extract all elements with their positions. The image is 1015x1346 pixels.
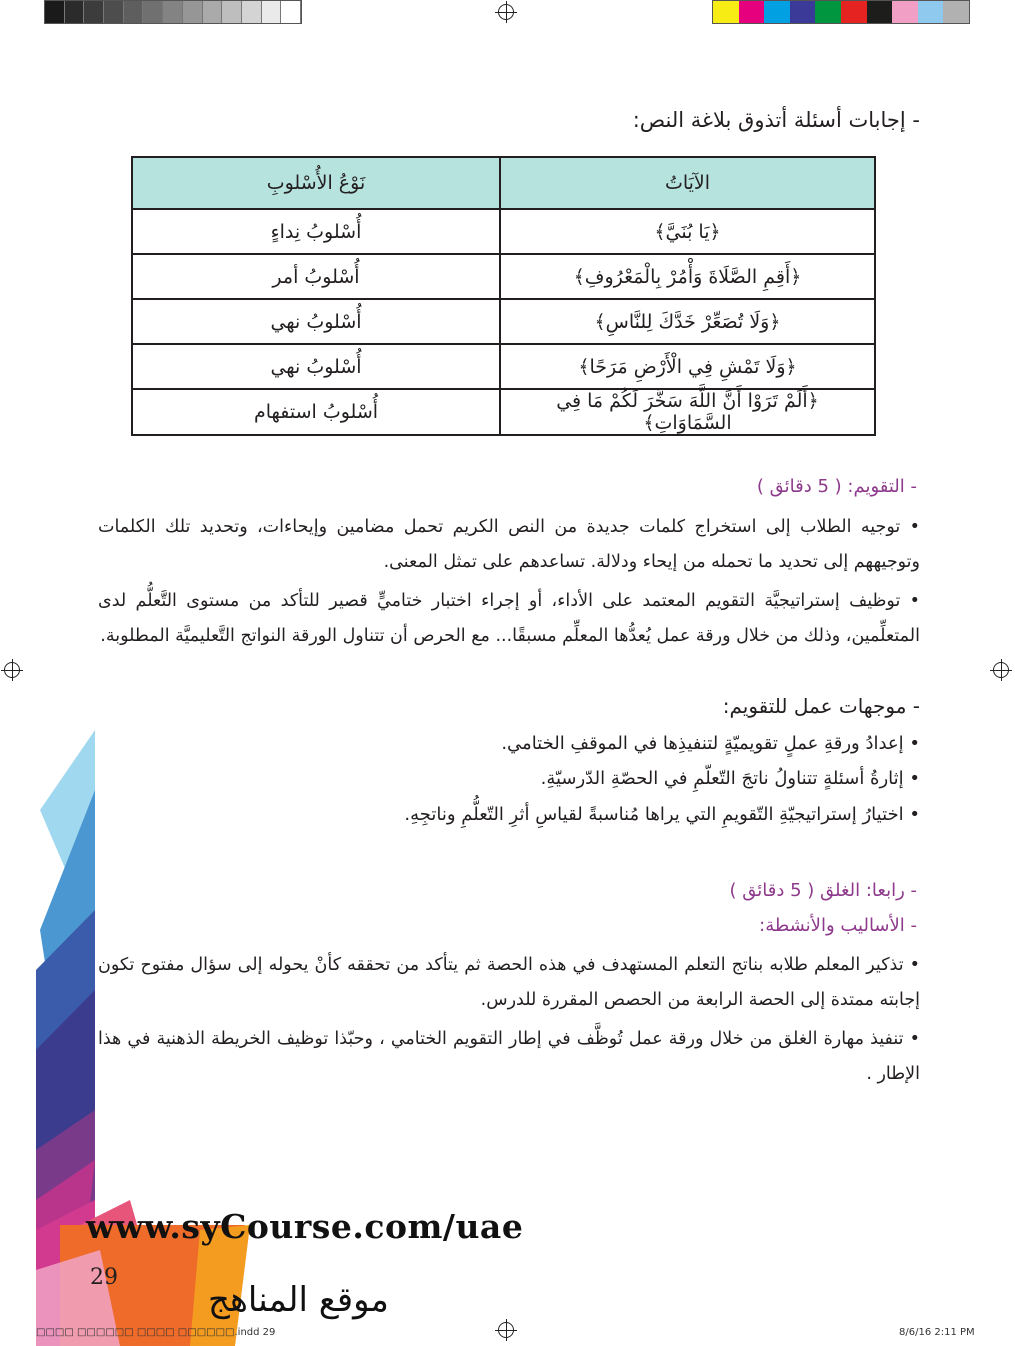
answers-title: - إجابات أسئلة أتذوق بلاغة النص:	[632, 108, 920, 132]
guidelines-heading: - موجهات عمل للتقويم:	[722, 694, 920, 718]
color-swatch	[764, 1, 790, 23]
color-swatch	[867, 1, 893, 23]
guideline-item: • اختيارُ إستراتيجيّةِ التّقويمِ التي يراها مُناسبةً لقياسِ أثرِ التّعلُّمِ وناتجِهِ.	[404, 804, 920, 825]
gray-swatch	[203, 1, 223, 23]
closure-subheading: - الأساليب والأنشطة:	[759, 915, 917, 936]
header-style: نَوْعُ الأُسْلوبِ	[132, 157, 500, 209]
table-header-row	[132, 157, 875, 209]
color-bar	[712, 0, 970, 24]
color-swatch	[790, 1, 816, 23]
color-swatch	[713, 1, 739, 23]
table-row	[132, 389, 875, 435]
gray-swatch	[124, 1, 144, 23]
verse-cell: ﴿وَلَا تَمْشِ فِي الْأَرْضِ مَرَحًا﴾	[500, 344, 875, 389]
closure-paragraph-2: • تنفيذ مهارة الغلق من خلال ورقة عمل تُوظَّف في إطار التقويم الختامي ، وحبّذا توظيف الخريطة الذهنية في هذا الإطار .	[98, 1029, 920, 1084]
evaluation-paragraph-1: • توجيه الطلاب إلى استخراج كلمات جديدة من النص الكريم تحمل مضامين وإيحاءات، وتحديد تلك الكلمات وتوجيههم إلى تحديد ما تحمله من إيحاء ودلالة. تساعدهم على تمثل المعنى.	[98, 517, 920, 572]
guideline-item: • إثارةُ أسئلةٍ تتناولُ ناتجَ التّعلّمِ في الحصّةِ الدّرسيّةِ.	[540, 768, 920, 789]
print-date: 8/6/16 2:11 PM	[899, 1327, 975, 1338]
verse-cell: ﴿يَا بُنَيَّ﴾	[500, 209, 875, 254]
header-verses: الآيَاتُ	[500, 157, 875, 209]
site-url: www.syCourse.com/uae	[86, 1207, 524, 1246]
style-cell: أُسْلوبُ استفهام	[132, 389, 500, 435]
color-swatch	[841, 1, 867, 23]
guideline-item: • إعدادُ ورقةِ عملٍ تقويميّةٍ لتنفيذِها في الموقفِ الختامي.	[501, 733, 920, 754]
gray-swatch	[242, 1, 262, 23]
closure-paragraph-1: • تذكير المعلم طلابه بناتج التعلم المستهدف في هذه الحصة ثم يتأكد من تحققه كأنْ يحوله إلى سؤال مفتوح تكون إجابته ممتدة إلى الحصة الرابعة من الحصص المقررة للدرس.	[98, 955, 920, 1010]
style-cell: أُسْلوبُ نهي	[132, 299, 500, 344]
verse-cell: ﴿وَلَا تُصَعِّرْ خَدَّكَ لِلنَّاسِ﴾	[500, 299, 875, 344]
color-swatch	[892, 1, 918, 23]
style-cell: أُسْلوبُ نِداءٍ	[132, 209, 500, 254]
registration-mark-left	[4, 662, 20, 678]
style-cell: أُسْلوبُ أمر	[132, 254, 500, 299]
verse-cell: ﴿أَلَمْ تَرَوْا أَنَّ اللَّهَ سَخَّرَ لَكُمْ مَا فِي السَّمَاوَاتِ﴾	[500, 389, 875, 435]
registration-mark-bottom	[498, 1322, 514, 1338]
color-swatch	[739, 1, 765, 23]
gray-swatch	[262, 1, 282, 23]
registration-mark-top	[498, 4, 514, 20]
table-row	[132, 299, 875, 344]
gray-swatch	[281, 1, 301, 23]
print-file-name: □□□□ □□□□□□ □□□□ □□□□□□.indd 29	[36, 1327, 276, 1338]
color-swatch	[918, 1, 944, 23]
gray-swatch	[183, 1, 203, 23]
gray-swatch	[84, 1, 104, 23]
site-name-arabic: موقع المناهج	[208, 1280, 389, 1320]
verse-cell: ﴿أَقِمِ الصَّلَاةَ وَأْمُرْ بِالْمَعْرُوفِ﴾	[500, 254, 875, 299]
answers-table	[131, 156, 876, 436]
evaluation-heading: - التقويم: ( 5 دقائق )	[756, 476, 917, 497]
color-swatch	[943, 1, 969, 23]
page-number: 29	[90, 1265, 118, 1290]
gray-swatch	[104, 1, 124, 23]
table-row	[132, 344, 875, 389]
registration-mark-right	[993, 662, 1009, 678]
color-swatch	[815, 1, 841, 23]
table-row	[132, 209, 875, 254]
gray-swatch	[65, 1, 85, 23]
gray-swatch	[45, 1, 65, 23]
grayscale-bar	[44, 0, 302, 24]
gray-swatch	[163, 1, 183, 23]
evaluation-paragraph-2: • توظيف إستراتيجيَّة التقويم المعتمد على الأداء، أو إجراء اختبار ختاميٍّ قصير للتأكد من مستوى التَّعلُّم لدى المتعلِّمين، وذلك من خلال ورقة عمل يُعدُّها المعلِّم مسبقًا... مع الحرص أن تتناول الورقة النواتج التَّعليميَّة المطلوبة.	[98, 591, 920, 646]
table-row	[132, 254, 875, 299]
gray-swatch	[222, 1, 242, 23]
closure-heading: - رابعا: الغلق ( 5 دقائق )	[729, 880, 917, 901]
style-cell: أُسْلوبُ نهي	[132, 344, 500, 389]
gray-swatch	[143, 1, 163, 23]
